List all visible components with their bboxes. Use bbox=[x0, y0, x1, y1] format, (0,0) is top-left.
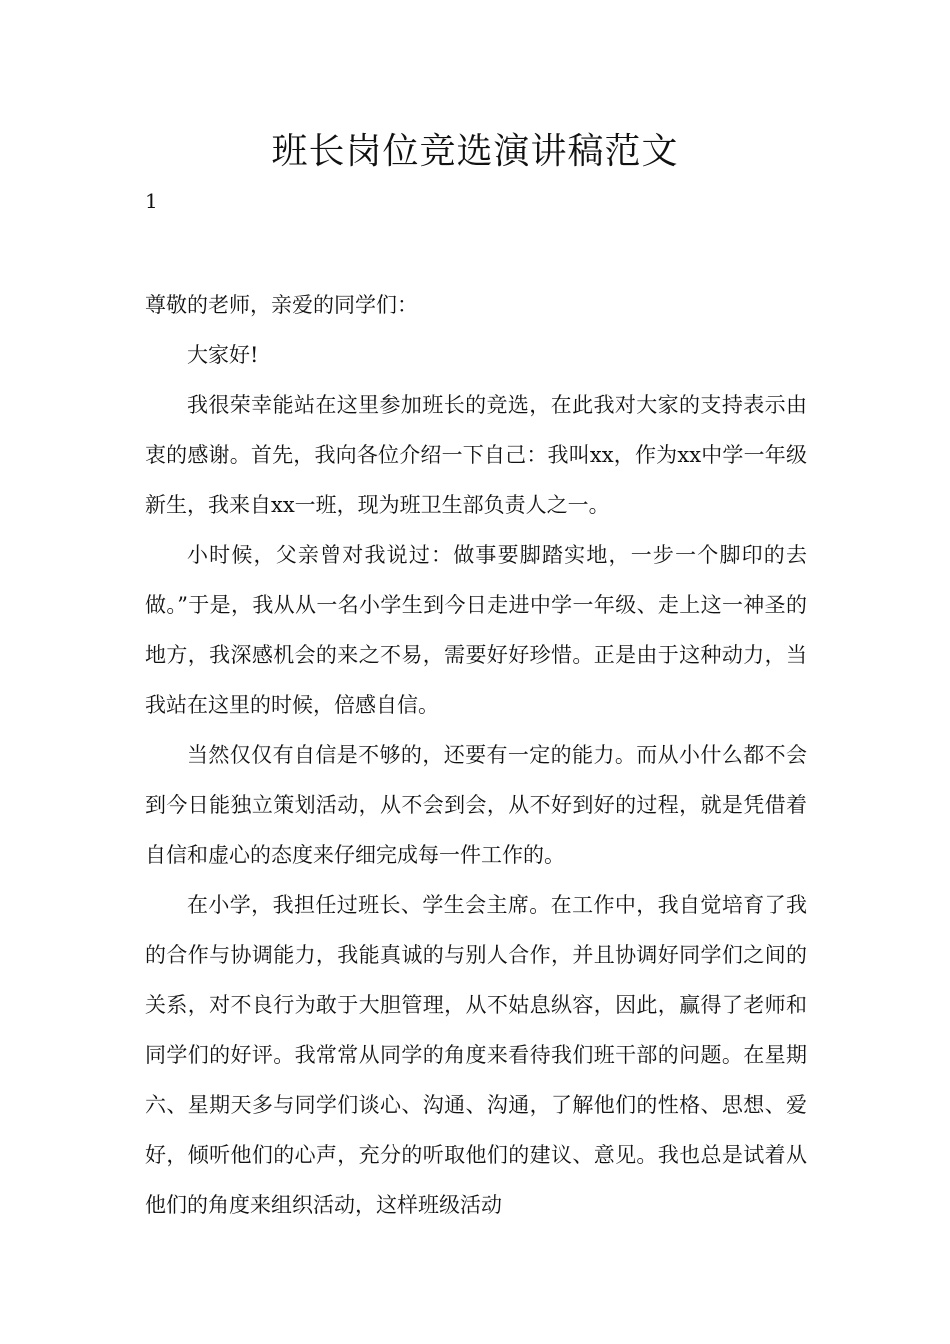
salutation: 尊敬的老师，亲爱的同学们： bbox=[145, 293, 418, 317]
paragraph-experience: 在小学，我担任过班长、学生会主席。在工作中，我自觉培育了我的合作与协调能力，我能真诚的与别人合作，并且协调好同学们之间的关系，对不良行为敢于大胆管理，从不姑息纵容，因此，赢得了老师和同学们的好评。我常常从同学的角度来看待我们班干部的问题。在星期六、星期天多与同学们谈心、沟通、沟通，了解他们的性格、思想、爱好，倾听他们的心声，充分的听取他们的建议、意见。我也总是试着从他们的角度来组织活动，这样班级活动 bbox=[145, 893, 807, 1217]
paragraph-ability: 当然仅仅有自信是不够的，还要有一定的能力。而从小什么都不会到今日能独立策划活动，从不会到会，从不好到好的过程，就是凭借着自信和虚心的态度来仔细完成每一件工作的。 bbox=[145, 743, 807, 867]
paragraph-introduction: 我很荣幸能站在这里参加班长的竞选，在此我对大家的支持表示由衷的感谢。首先，我向各位介绍一下自己：我叫xx，作为xx中学一年级新生，我来自xx一班，现为班卫生部负责人之一。 bbox=[145, 393, 807, 517]
document-body bbox=[145, 280, 807, 1230]
paragraph-greeting: 大家好! bbox=[187, 343, 259, 367]
document-title: 班长岗位竞选演讲稿范文 bbox=[271, 131, 679, 172]
paragraph-motivation: 小时候，父亲曾对我说过：做事要脚踏实地，一步一个脚印的去做。”于是，我从从一名小学生到今日走进中学一年级、走上这一神圣的地方，我深感机会的来之不易，需要好好珍惜。正是由于这种动力，当我站在这里的时候，倍感自信。 bbox=[145, 543, 807, 717]
page-number: 1 bbox=[145, 189, 158, 213]
